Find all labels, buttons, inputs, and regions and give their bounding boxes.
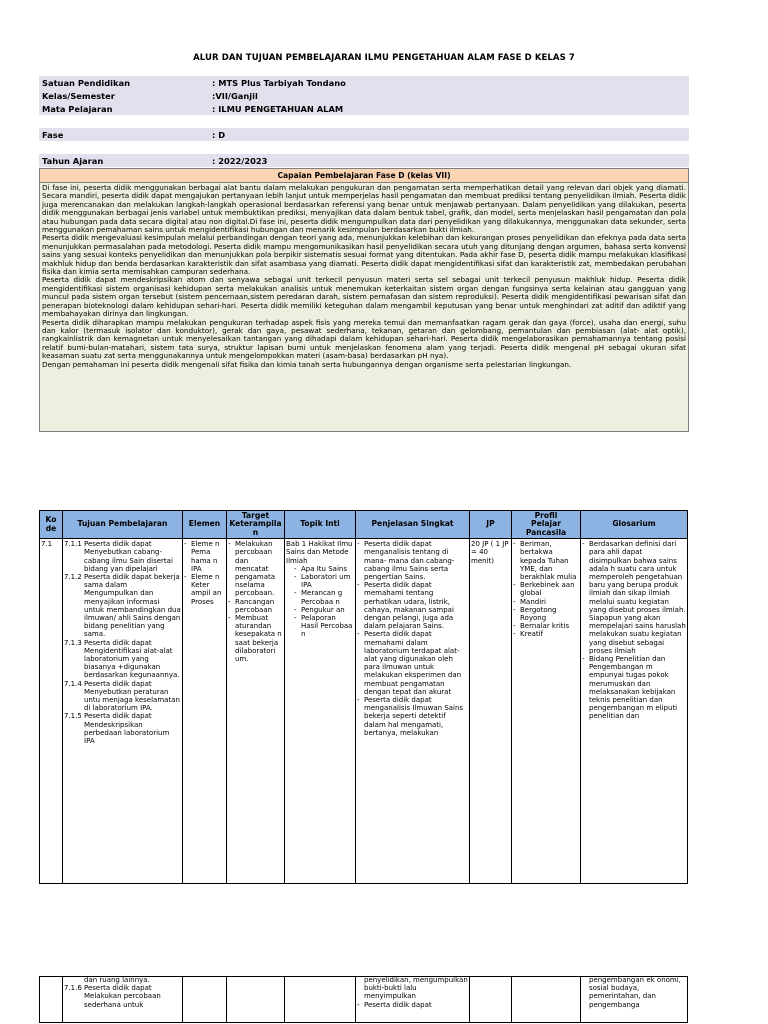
profil-item: - Berkebinek aan global xyxy=(513,581,575,598)
info-value: : D xyxy=(209,128,689,141)
learning-objectives-table xyxy=(39,510,688,884)
info-value: :VII/Ganjil xyxy=(209,89,689,102)
profil-item: - Beriman, bertakwa kepada Tuhan YME, dan berakhlak mulia xyxy=(513,540,577,582)
info-label: Tahun Ajaran xyxy=(39,154,209,167)
profil-item: - Mandiri xyxy=(513,597,546,606)
info-label: Mata Pelajaran xyxy=(39,102,209,115)
cell-tujuan-cont xyxy=(63,977,183,1023)
cell-penjelasan xyxy=(356,539,470,884)
info-row xyxy=(39,76,689,89)
glosarium-tail: pengembangan ek onomi, sosial budaya, pemerintahan, dan pengembanga xyxy=(589,976,681,1009)
cell-tujuan xyxy=(63,539,183,884)
objective-tail: dan ruang lainnya. xyxy=(84,976,150,984)
table-header-row xyxy=(40,511,688,539)
table-row xyxy=(40,977,688,1023)
capaian-body xyxy=(40,183,688,431)
info-row xyxy=(39,89,689,102)
objective-item: 7.1.5 Peserta didik dapat Mendeskripsikan perbedaan laboratorium IPA xyxy=(64,712,170,746)
info-label: Fase xyxy=(39,128,209,141)
info-value: : 2022/2023 xyxy=(209,154,689,167)
info-label: Satuan Pendidikan xyxy=(39,76,209,89)
info-value: : ILMU PENGETAHUAN ALAM xyxy=(209,102,689,115)
capaian-paragraph: Peserta didik diharapkan mampu melakukan pengukuran terhadap aspek fisis yang mereka temui dan memanfaatkan ragam gerak dan gaya (force), usaha dan energi, suhu dan kalor (termasuk isolator dan konduktor), gerak dan gaya, pesawat sederhana, tekanan, getaran dan gelombang, pemantulan dan pembiasan (alat- alat optik), rangkainlistrik dan kemagnetan untuk menyelesaikan tantangan yang dihadapi dalam kehidupan sehari-hari. Peserta didik mengelaborasikan pemahamannya tentang posisi relatif bumi-bulan-matahari, sistem tata surya, struktur lapisan bumi untuk menjelaskan fenomena alam yang terjadi. Peserta didik mengenal pH sebagai ukuran sifat keasaman suatu zat serta menggunakannya untuk mengelompokkan materi (asam-basa) berdasarkan pH nya). xyxy=(42,317,686,361)
cell-glosarium-cont xyxy=(581,977,688,1023)
cell-elemen xyxy=(183,539,227,884)
cell-kode: 7.1 xyxy=(40,539,63,884)
cell-penjelasan-cont xyxy=(356,977,470,1023)
table-row xyxy=(40,539,688,884)
penjelasan-item: - Peserta didik dapat xyxy=(357,1000,432,1009)
capaian-paragraph: Dengan pemahaman ini peserta didik mengenali sifat fisika dan kimia tanah serta hubungannya dengan organisme serta pelestarian lingkungan. xyxy=(42,359,572,369)
glosarium-item: - Bidang Penelitian dan Pengembangan m empunyai tugas pokok merumuskan dan melaksanakan kebijakan teknis penelitian dan pengembangan m eliputi penelitian dan xyxy=(582,655,678,721)
topik-item: - Apa Itu Sains xyxy=(294,564,347,573)
document-title: ALUR DAN TUJUAN PEMBELAJARAN ILMU PENGETAHUAN ALAM FASE D KELAS 7 xyxy=(193,53,575,63)
header-glosarium: Glosarium xyxy=(581,511,688,539)
capaian-heading: Capaian Pembelajaran Fase D (kelas VII) xyxy=(40,169,688,183)
capaian-paragraph: Peserta didik dapat mendeskripsikan atom dan senyawa sebagai unit terkecil penyusun materi serta sel sebagai unit terkecil penyusun makhluk hidup. Peserta didik mengidentifikasi sistem organisasi kehidupan serta melakukan analisis untuk menemukan keterkaitan sistem organ dengan fungsinya serta kelainan atau gangguan yang muncul pada sistem organ tersebut (sistem pencernaan,sistem peredaran darah, sistem pernafasan dan sistem reproduksi). Peserta didik mengidentifikasi pewarisan sifat dan penerapan bioteknologi dalam kehidupan sehari-hari. Peserta didik memiliki keteguhan dalam mengambil keputusan yang benar untuk menghindari zat aditif dan adiktif yang membahayakan dirinya dan lingkungan. xyxy=(42,275,686,319)
capaian-paragraph: Di fase ini, peserta didik menggunakan berbagai alat bantu dalam melakukan pengukuran dan pengamatan serta memperhatikan detail yang relevan dari objek yang diamati. Secara mandiri, peserta didik dapat mengajukan pertanyaan lebih lanjut untuk memperjelas hasil pengamatan dan membuat prediksi tentang penyelidikan ilmiah. Peserta didik juga merencanakan dan melakukan langkah-langkah operasional berdasarkan referensi yang benar untuk menjawab pertanyaan. Dalam penyelidikan yang dilakukan, peserta didik menggunakan berbagai jenis variabel untuk membuktikan prediksi, menyajikan data dalam bentuk tabel, grafik, dan model, serta menjelaskan hasil pengamatan dan pola atau hubungan pada data secara digital atau non digital.Di fase ini, peserta didik mengumpulkan data dari penyelidikan yang dilakukannya, menggunakan data sekunder, serta menggunakan pemahaman sains untuk mengidentifikasi hubungan dan menarik kesimpulan berdasarkan bukti ilmiah. xyxy=(42,183,686,235)
profil-item: - Bergotong Royong xyxy=(513,605,557,623)
header-profil: Profil Pelajar Pancasila xyxy=(512,511,581,539)
header-target: Target Keterampila n xyxy=(227,511,285,539)
cell-glosarium xyxy=(581,539,688,884)
objective-item: 7.1.3 Peserta didik dapat Mengidentifikasi alat-alat laboratorium yang biasanya +digunakan berdasarkan kegunaannya. xyxy=(64,638,180,680)
penjelasan-tail: penyelidikan, mengumpulkan bukti-bukti lalu menyimpulkan xyxy=(364,976,468,1001)
info-row xyxy=(39,128,689,141)
topik-item: - Pengukur an xyxy=(294,605,345,614)
profil-item: - Bernalar kritis xyxy=(513,622,570,631)
objective-item: 7.1.6 Peserta didik dapat Melakukan percobaan sederhana untuk xyxy=(64,984,161,1009)
info-value: : MTS Plus Tarbiyah Tondano xyxy=(209,76,689,89)
capaian-paragraph: Peserta didik mengevaluasi kesimpulan melalui perbandingan dengan teori yang ada, menunjukkan kelebihan dan kekurangan proses penyelidikan dan efeknya pada data serta menunjukkan permasalahan pada metodologi. Peserta didik mampu mengomunikasikan hasil penyelidikan secara utuh yang ditunjang dengan argumen, bahasa serta konvensi sains yang sesuai konteks penyelidikan dan menunjukkan pola berpikir sistematis sesuai format yang ditentukan. Pada akhir fase D, peserta didik mampu melakukan klasifikasi makhluk hidup dan benda berdasarkan karakteristik dan sifat asambasa yang diamati. Peserta didik dapat mengidentifikasi sifat dan karakteristik zat, membedakan perubahan fisika dan kimia serta memisahkan campuran sederhana. xyxy=(42,233,686,277)
header-penjelasan: Penjelasan Singkat xyxy=(356,511,470,539)
header-tujuan: Tujuan Pembelajaran xyxy=(63,511,183,539)
cell-target xyxy=(227,539,285,884)
target-item: - Rancangan percobaan xyxy=(228,597,275,614)
profil-item: - Kreatif xyxy=(513,630,544,639)
header-kode: Ko de xyxy=(40,511,63,539)
topik-intro: Bab 1 Hakikat Ilmu Sains dan Metode Ilmiah xyxy=(286,540,353,565)
topik-item: - Pelaporan Hasil Percobaa n xyxy=(294,614,353,639)
header-topik: Topik Inti xyxy=(285,511,356,539)
topik-item: - Laboratori um IPA xyxy=(294,573,351,590)
objective-item: 7.1.4 Peserta didik dapat Menyebutkan peraturan untu menjaga keselamatan di laboratorium IPA. xyxy=(64,679,180,713)
penjelasan-item: - Peserta didik dapat memahami tentang perhatikan udara, listrik, cahaya, makanan sampai dengan pelangi, juga ada dalam pelajaran Sains. xyxy=(357,581,454,631)
cell-jp: 20 JP ( 1 JP = 40 menit) xyxy=(470,539,512,884)
info-table xyxy=(39,76,689,167)
target-item: - Melakukan percobaan dan mencatat pengamata nselama percobaan. xyxy=(228,540,276,598)
elemen-item: - Eleme n Pema hama n IPA xyxy=(184,540,220,573)
penjelasan-item: - Peserta didik dapat memahami dalam laboratorium terdapat alat-alat yang digunakan oleh para ilmuwan untuk melakukan eksperimen dan membuat pengamatan dengan tepat dan akurat xyxy=(357,630,462,696)
target-item: - Membuat aturandan kesepakata n saat bekerja dilaboratori um. xyxy=(228,614,282,664)
info-row xyxy=(39,154,689,167)
cell-profil xyxy=(512,539,581,884)
penjelasan-item: - Peserta didik dapat menganalisis Ilmuwan Sains bekerja seperti detektif dalam hal mengamati, bertanya, melakukan xyxy=(357,696,464,737)
penjelasan-item: - Peserta didik dapat menganalisis tentang di mana- mana dan cabang- cabang ilmu Sains serta pengertian Sains. xyxy=(357,540,455,582)
topik-item: - Merancan g Percobaa n xyxy=(294,589,343,606)
glosarium-item: - Berdasarkan definisi dari para ahli dapat disimpulkan bahwa sains adala h suatu cara untuk memperoleh pengetahuan baru yang berupa produk ilmiah dan sikap ilmiah melalui suatu kegiatan yang disebut proses ilmiah. Siapapun yang akan mempelajari sains haruslah melakukan suatu kegiatan yang disebut sebagai proses ilmiah xyxy=(582,540,686,655)
capaian-box xyxy=(39,168,689,432)
continuation-table xyxy=(39,976,688,1023)
elemen-item: - Eleme n Keter ampil an Proses xyxy=(184,573,222,606)
cell-topik xyxy=(285,539,356,884)
info-label: Kelas/Semester xyxy=(39,89,209,102)
info-row xyxy=(39,102,689,115)
objective-item: 7.1.2 Peserta didik dapat bekerja sama dalam Mengumpulkan dan menyajikan informasi untuk membandingkan dua ilmuwan/ ahli Sains dengan bidang penelitian yang sama. xyxy=(64,573,181,639)
header-jp: JP xyxy=(470,511,512,539)
objective-item: 7.1.1 Peserta didik dapat Menyebutkan cabang- cabang ilmu Sain disertai bidang yan dipelajari xyxy=(64,540,173,573)
header-elemen: Elemen xyxy=(183,511,227,539)
